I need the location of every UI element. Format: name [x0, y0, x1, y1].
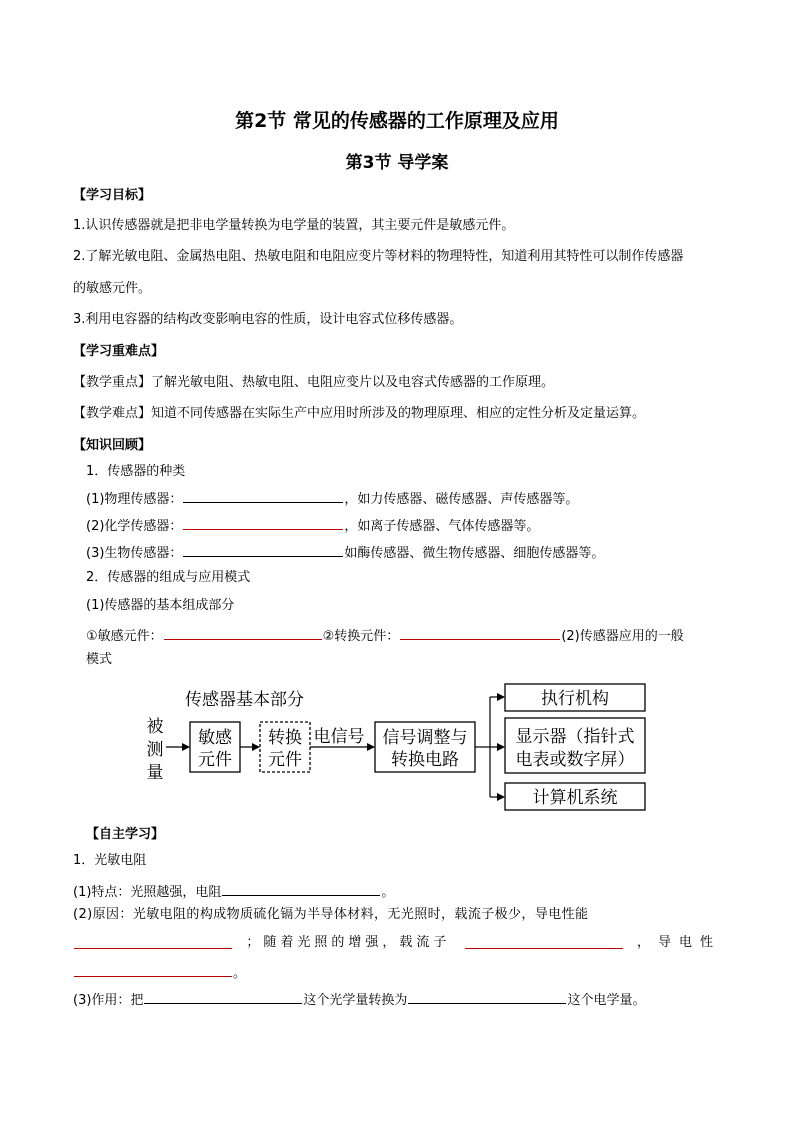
page-subtitle: 第3节 导学案 — [345, 153, 449, 173]
sensor-application-diagram — [140, 680, 660, 815]
review-section-2-title: 2．传感器的组成与应用模式 — [86, 570, 251, 585]
sensitive-element-text-1: 敏感 — [198, 728, 232, 748]
feature-label: (1)特点：光照越强，电阻 — [73, 885, 222, 900]
review-heading: 【知识回顾】 — [73, 438, 152, 453]
sensitive-element-blank[interactable] — [164, 625, 322, 640]
physical-sensor-tail: ，如力传感器、磁传感器、声传感器等。 — [344, 492, 579, 507]
display-text-1: 显示器（指针式 — [515, 727, 635, 747]
reason-line-1: (2)原因：光敏电阻的构成物质硫化镉为半导体材料，无光照时，载流子极少，导电性能 — [73, 907, 589, 922]
effect-end: 这个电学量。 — [567, 993, 646, 1008]
reason-mid-2: ，导电性 — [636, 935, 721, 950]
bio-sensor-label: (3)生物传感器： — [86, 546, 183, 561]
components-line — [86, 625, 684, 646]
chemical-sensor-label: (2)化学传感器： — [86, 519, 183, 534]
physical-sensor-blank[interactable] — [183, 488, 343, 503]
converter-element-text-1: 转换 — [268, 728, 302, 748]
objectives-heading: 【学习目标】 — [73, 188, 152, 203]
reason-end: 。 — [233, 966, 247, 981]
effect-blank-2[interactable] — [408, 989, 566, 1004]
objective-2-line1: 2.了解光敏电阻、金属热电阻、热敏电阻和电阻应变片等材料的物理特性，知道利用其特性可以制作传感器 — [73, 249, 684, 264]
application-mode-label: (2)传感器应用的一般 — [561, 629, 684, 644]
chemical-sensor-line — [86, 515, 539, 536]
application-mode-label-2: 模式 — [86, 652, 113, 667]
convert-element-blank[interactable] — [400, 625, 560, 640]
feature-line — [73, 881, 394, 902]
measured-char-1: 被 — [146, 717, 164, 737]
page-title: 第2节 常见的传感器的工作原理及应用 — [235, 110, 559, 132]
electric-signal-label: 电信号 — [313, 727, 365, 747]
review-section-1-title: 1．传感器的种类 — [86, 464, 186, 479]
chemical-sensor-blank[interactable] — [183, 515, 343, 530]
reason-blank-3[interactable] — [74, 962, 232, 977]
effect-mid: 这个光学量转换为 — [303, 993, 408, 1008]
sensitive-element-label: ①敏感元件： — [86, 629, 163, 644]
self-study-section-1-title: 1．光敏电阻 — [73, 853, 147, 868]
measured-char-2: 测 — [146, 740, 164, 760]
teaching-focus: 【教学重点】了解光敏电阻、热敏电阻、电阻应变片以及电容式传感器的工作原理。 — [73, 375, 555, 390]
measured-char-3: 量 — [146, 763, 164, 783]
reason-line-3 — [73, 962, 246, 983]
effect-label: (3)作用：把 — [73, 993, 144, 1008]
convert-element-label: ②转换元件： — [322, 629, 400, 644]
feature-blank[interactable] — [222, 881, 380, 896]
objective-3: 3.利用电容器的结构改变影响电容的性质，设计电容式位移传感器。 — [73, 312, 463, 327]
reason-line-2 — [73, 934, 721, 952]
converter-element-text-2: 元件 — [268, 750, 302, 770]
chemical-sensor-tail: ，如离子传感器、气体传感器等。 — [344, 519, 540, 534]
reason-blank-1[interactable] — [74, 934, 232, 949]
display-text-2: 电表或数字屏） — [515, 750, 635, 770]
sensitive-element-text-2: 元件 — [198, 750, 232, 770]
objective-1: 1.认识传感器就是把非电学量转换为电学量的装置，其主要元件是敏感元件。 — [73, 218, 515, 233]
computer-text: 计算机系统 — [532, 788, 618, 808]
bio-sensor-blank[interactable] — [183, 542, 343, 557]
physical-sensor-label: (1)物理传感器： — [86, 492, 183, 507]
reason-mid-1: ；随着光照的增强，载流子 — [246, 935, 451, 950]
bio-sensor-tail: 如酶传感器、微生物传感器、细胞传感器等。 — [344, 546, 605, 561]
self-study-heading: 【自主学习】 — [86, 827, 165, 842]
physical-sensor-line — [86, 488, 578, 509]
reason-blank-2[interactable] — [465, 934, 623, 949]
feature-end: 。 — [381, 885, 395, 900]
bio-sensor-line — [86, 542, 604, 563]
basic-parts-label: (1)传感器的基本组成部分 — [86, 598, 235, 613]
effect-line — [73, 989, 645, 1010]
teaching-difficulty: 【教学难点】知道不同传感器在实际生产中应用时所涉及的物理原理、相应的定性分析及定量运算。 — [73, 406, 646, 421]
signal-adjust-text-1: 信号调整与 — [382, 728, 468, 748]
objective-2-line2: 的敏感元件。 — [73, 281, 152, 296]
actuator-text: 执行机构 — [541, 689, 609, 709]
diagram-group-label: 传感器基本部分 — [185, 690, 304, 710]
signal-adjust-text-2: 转换电路 — [391, 750, 459, 770]
key-points-heading: 【学习重难点】 — [73, 344, 165, 359]
effect-blank-1[interactable] — [144, 989, 302, 1004]
